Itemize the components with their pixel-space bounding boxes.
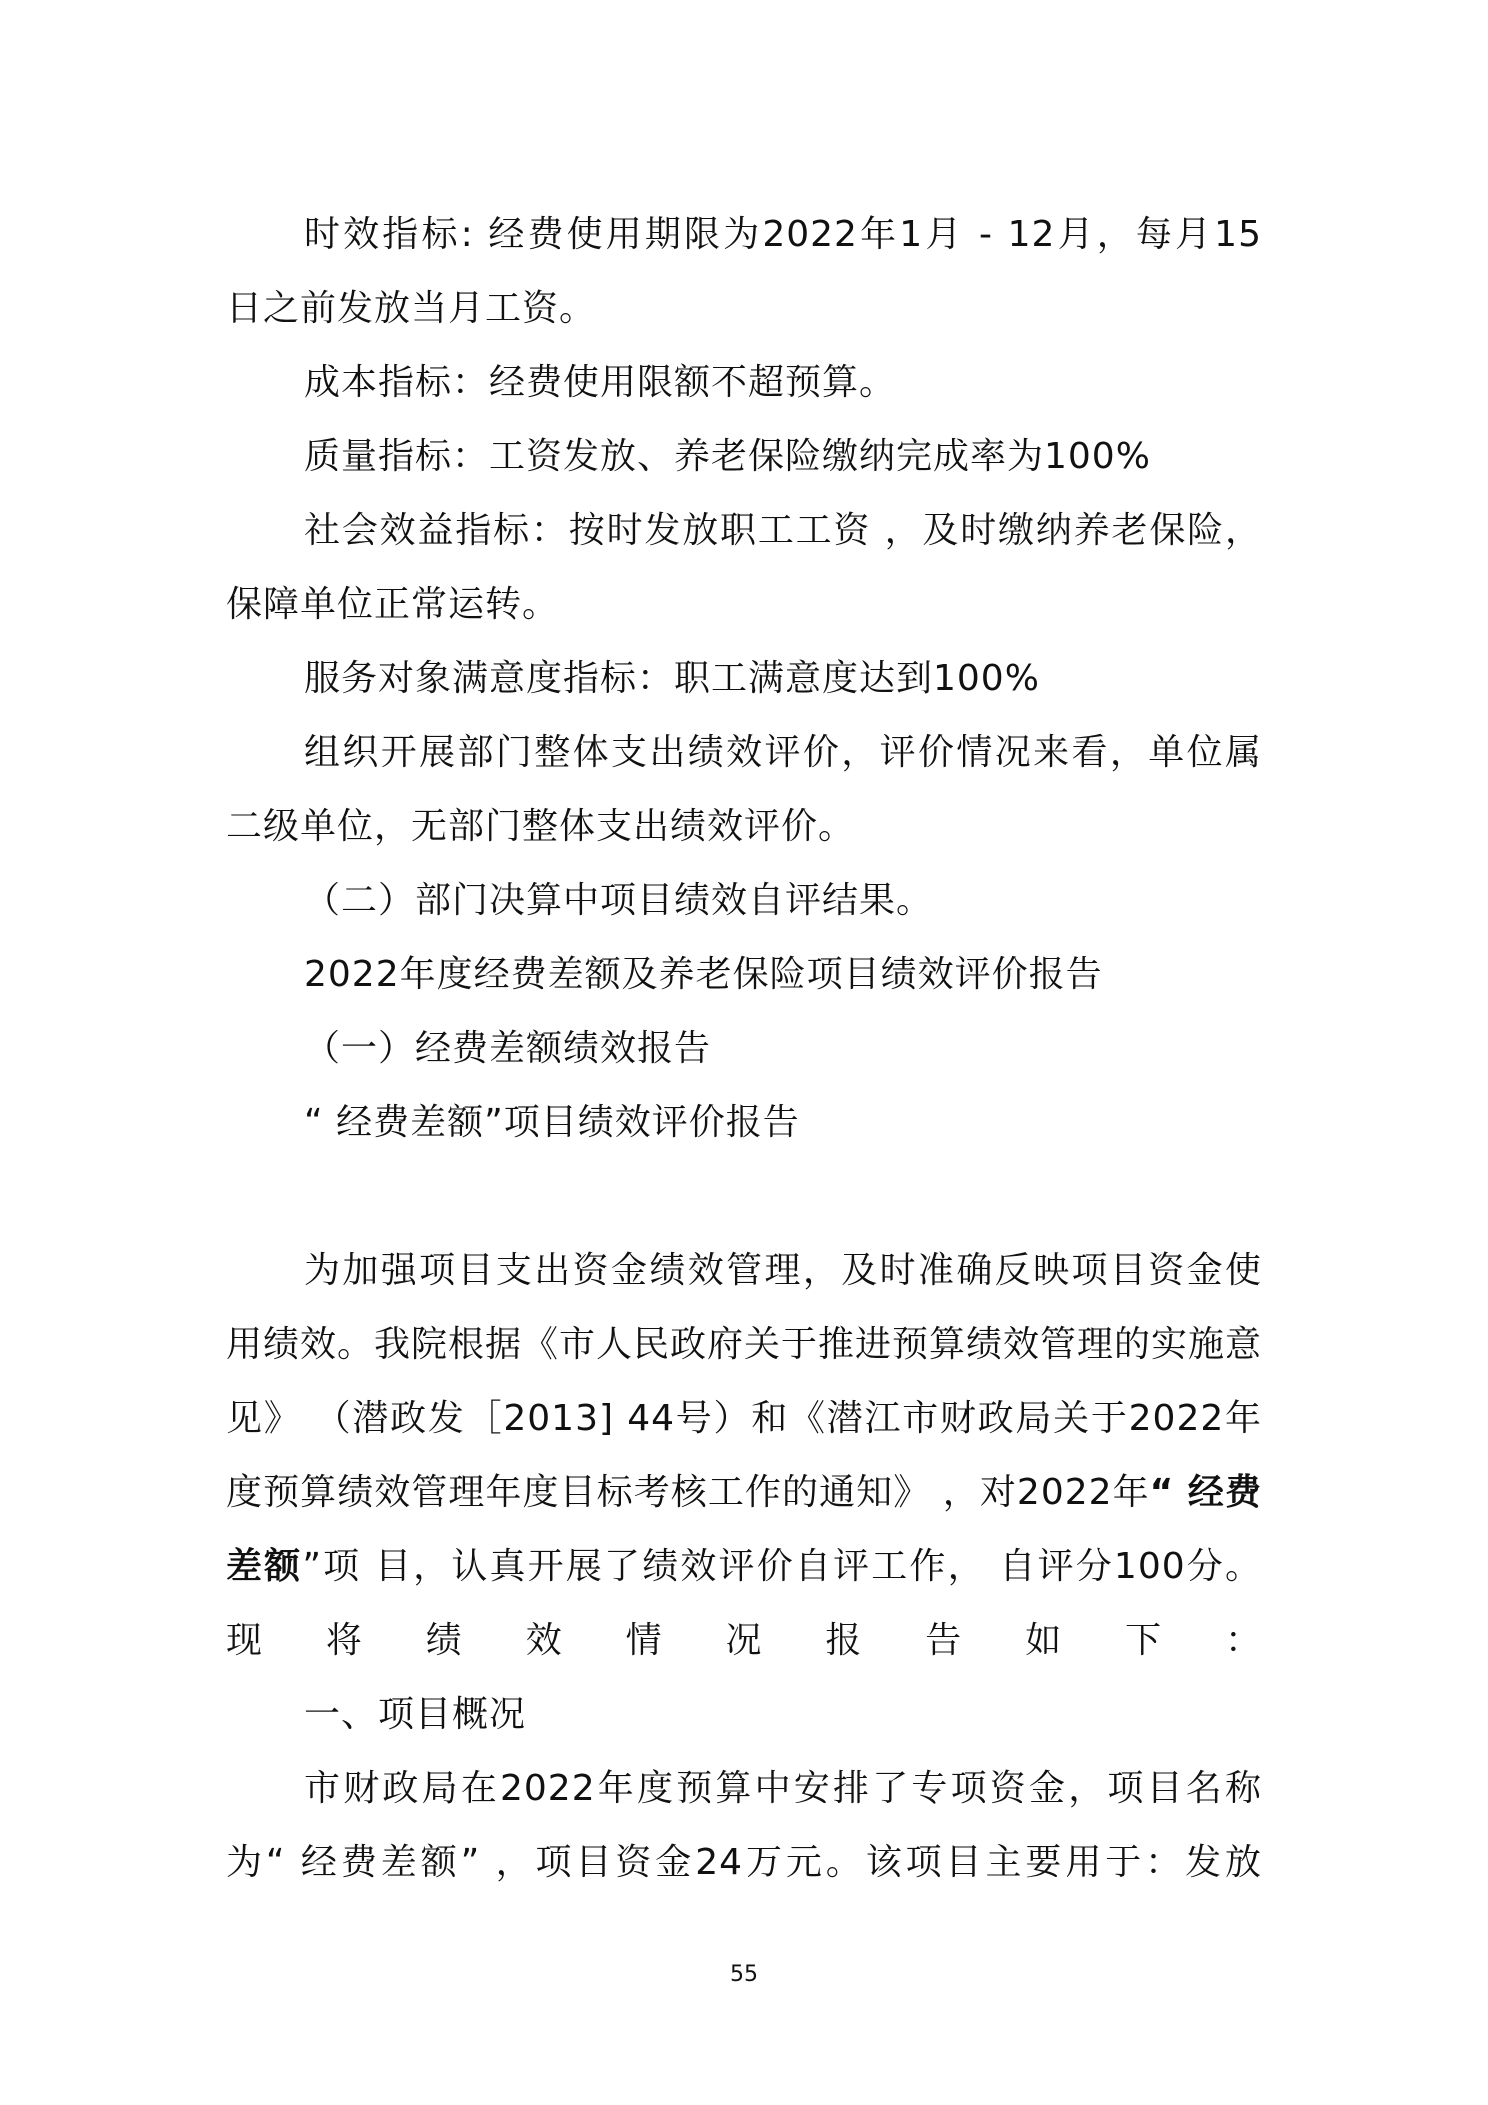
paragraph-timeliness-indicator: 时效指标: 经费使用期限为2022年1月 - 12月，每月15 日之前发放当月工资。 xyxy=(226,214,1262,329)
page-number: 55 xyxy=(730,1962,758,1987)
report-subtitle: “ 经费差额”项目绩效评价报告 xyxy=(304,1102,800,1143)
document-body xyxy=(226,198,1262,1900)
subsection-heading-funding-gap-report: （一）经费差额绩效报告 xyxy=(304,1028,712,1069)
project-name-emphasis: “ 经费差额 xyxy=(226,1472,1262,1587)
paragraph-social-benefit-indicator: 社会效益指标：按时发放职工工资 ，及时缴纳养老保险，保障单位正常运转。 xyxy=(226,510,1262,625)
introduction-continuation: ”项 目，认真开展了绩效评价自评工作， 自评分100分。现将绩效情况报告如下： xyxy=(226,1546,1262,1661)
report-title: 2022年度经费差额及养老保险项目绩效评价报告 xyxy=(304,954,1103,995)
paragraph-cost-indicator: 成本指标：经费使用限额不超预算。 xyxy=(304,362,897,403)
paragraph-project-overview: 市财政局在2022年度预算中安排了专项资金，项目名称为“ 经费差额” ，项目资金24万元。该项目主要用于：发放 xyxy=(226,1768,1262,1883)
introduction-text: 为加强项目支出资金绩效管理，及时准确反映项目资金使用绩效。我院根据《市人民政府关于推进预算绩效管理的实施意见》 （潜政发［2013] 44号）和《潜江市财政局关于2022年度预算绩效管理年度目标考核工作的通知》 ，对2022年 xyxy=(226,1250,1263,1513)
paragraph-satisfaction-indicator: 服务对象满意度指标：职工满意度达到100% xyxy=(304,658,1040,699)
paragraph-quality-indicator: 质量指标：工资发放、养老保险缴纳完成率为100% xyxy=(304,436,1151,477)
section-heading-project-self-evaluation: （二）部门决算中项目绩效自评结果。 xyxy=(304,880,934,921)
paragraph-introduction xyxy=(226,1234,1262,1678)
section-heading-project-overview: 一、项目概况 xyxy=(304,1694,527,1735)
paragraph-department-evaluation: 组织开展部门整体支出绩效评价，评价情况来看，单位属二级单位，无部门整体支出绩效评价。 xyxy=(226,732,1262,847)
